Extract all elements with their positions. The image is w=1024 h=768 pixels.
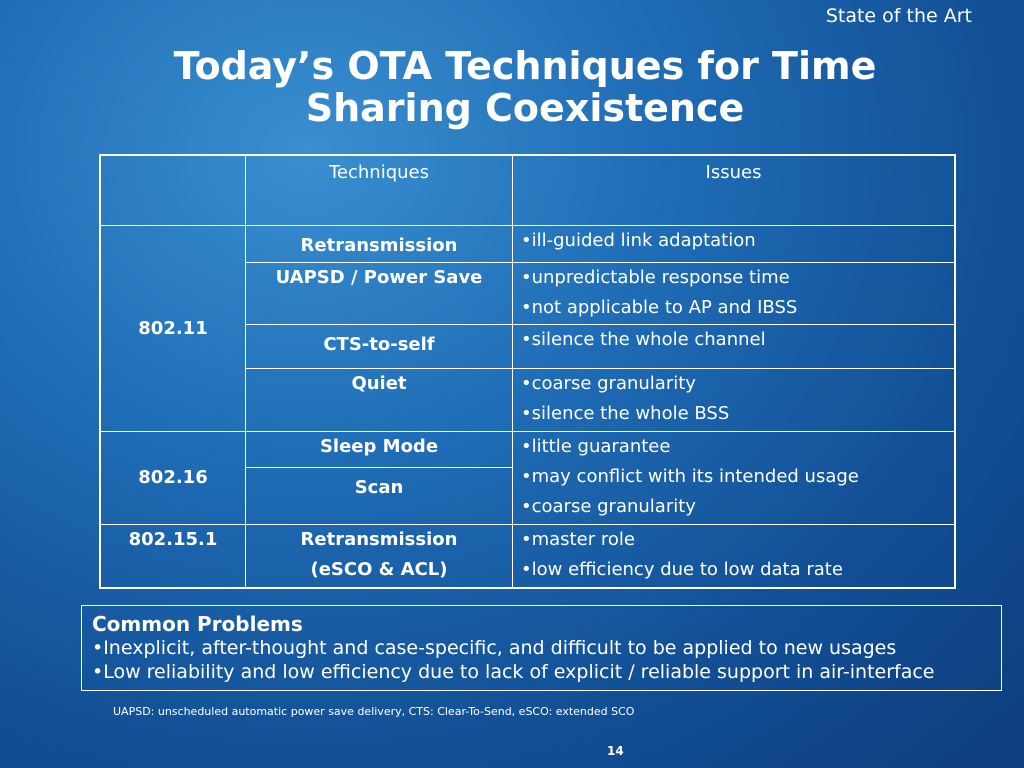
technique-uapsd: UAPSD / Power Save (246, 262, 513, 324)
title-line-1: Today’s OTA Techniques for Time (173, 44, 877, 88)
group-label-802-11: 802.11 (100, 225, 246, 431)
issues-802-15-1 (513, 524, 956, 588)
technique-line: Retransmission (300, 528, 458, 550)
technique-line: (eSCO & ACL) (310, 558, 448, 580)
table-row (100, 225, 955, 262)
issues-quiet (513, 368, 956, 431)
techniques-table (99, 154, 956, 589)
issues-uapsd (513, 262, 956, 324)
group-label-802-15-1: 802.15.1 (100, 524, 246, 588)
issue-item: •unpredictable response time (521, 266, 790, 288)
technique-retransmission: Retransmission (246, 225, 513, 262)
issue-item: •coarse granularity (521, 495, 696, 517)
issues-802-16 (513, 431, 956, 524)
table-header-row (100, 155, 955, 225)
common-problems-box (81, 605, 1002, 691)
common-problems-heading: Common Problems (92, 612, 303, 636)
issue-item: •master role (521, 528, 635, 550)
header-empty-cell (100, 155, 246, 225)
technique-scan: Scan (246, 467, 513, 524)
issue-item: •silence the whole BSS (521, 402, 730, 424)
issue-item: •low efficiency due to low data rate (521, 558, 843, 580)
issues-retransmission (513, 225, 956, 262)
group-label-802-16: 802.16 (100, 431, 246, 524)
header-issues: Issues (513, 155, 956, 225)
footnote: UAPSD: unscheduled automatic power save delivery, CTS: Clear-To-Send, eSCO: extended SCO (113, 705, 635, 718)
section-label: State of the Art (825, 5, 972, 27)
table-row (100, 431, 955, 467)
issue-item: •coarse granularity (521, 372, 696, 394)
technique-cts-to-self: CTS-to-self (246, 324, 513, 368)
issue-item: •little guarantee (521, 435, 671, 457)
issue-item: •ill-guided link adaptation (521, 229, 756, 251)
header-techniques: Techniques (246, 155, 513, 225)
title-line-2: Sharing Coexistence (305, 86, 745, 130)
issue-item: •silence the whole channel (521, 328, 766, 350)
table-row (100, 524, 955, 588)
technique-quiet: Quiet (246, 368, 513, 431)
issues-cts-to-self (513, 324, 956, 368)
page-number: 14 (607, 744, 624, 758)
issue-item: •not applicable to AP and IBSS (521, 296, 798, 318)
slide-title (0, 45, 1024, 129)
problem-item: •Low reliability and low efficiency due to lack of explicit / reliable support in air-interface (92, 661, 935, 683)
problem-item: •Inexplicit, after-thought and case-specific, and difficult to be applied to new usages (92, 637, 897, 659)
technique-bt-retransmission (246, 524, 513, 588)
technique-sleep-mode: Sleep Mode (246, 431, 513, 467)
issue-item: •may conflict with its intended usage (521, 465, 859, 487)
